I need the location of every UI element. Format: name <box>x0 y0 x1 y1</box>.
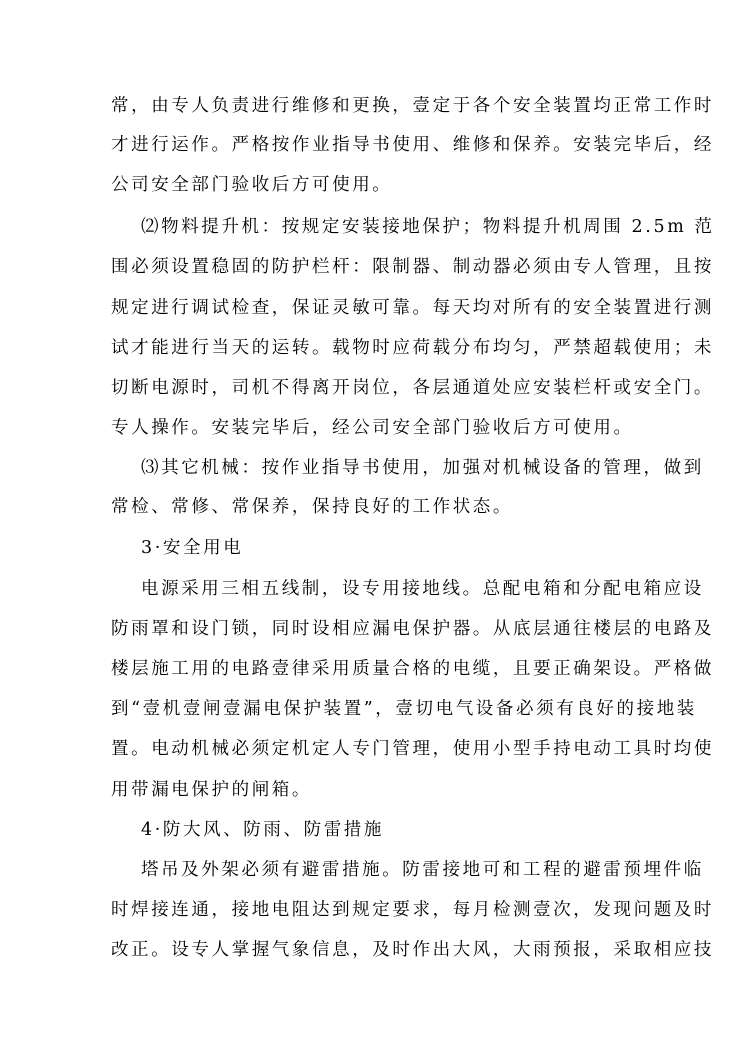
text-line-15: 楼层施工用的电路壹律采用质量合格的电缆，且要正确架设。严格做 <box>111 659 714 679</box>
section-heading-weather: 4·防大风、防雨、防雷措施 <box>141 820 384 840</box>
text-line-6: 规定进行调试检查，保证灵敏可靠。每天均对所有的安全装置进行测 <box>111 298 714 318</box>
text-line-11: 常检、常修、常保养，保持良好的工作状态。 <box>111 497 513 517</box>
text-line-16: 到“壹机壹闸壹漏电保护装置”，壹切电气设备必须有良好的接地装 <box>111 699 697 719</box>
text-line-4: ⑵物料提升机：按规定安装接地保护；物料提升机周围 2.5m 范 <box>141 217 715 237</box>
text-line-8: 切断电源时，司机不得离开岗位，各层通道处应安装栏杆或安全门。 <box>111 378 714 398</box>
text-line-2: 才进行运作。严格按作业指导书使用、维修和保养。安装完毕后，经 <box>111 135 714 155</box>
text-line-7: 试才能进行当天的运转。载物时应荷载分布均匀，严禁超载使用；未 <box>111 338 714 358</box>
text-line-1: 常，由专人负责进行维修和更换，壹定于各个安全装置均正常工作时 <box>111 96 714 116</box>
text-line-20: 塔吊及外架必须有避雷措施。防雷接地可和工程的避雷预埋件临 <box>141 860 704 880</box>
text-line-10: ⑶其它机械：按作业指导书使用，加强对机械设备的管理，做到 <box>141 458 704 478</box>
text-line-3: 公司安全部门验收后方可使用。 <box>111 175 393 195</box>
text-line-22: 改正。设专人掌握气象信息，及时作出大风，大雨预报，采取相应技 <box>111 940 714 960</box>
text-line-14: 防雨罩和设门锁，同时设相应漏电保护器。从底层通往楼层的电路及 <box>111 619 714 639</box>
text-line-18: 用带漏电保护的闸箱。 <box>111 780 312 800</box>
text-line-5: 围必须设置稳固的防护栏杆：限制器、制动器必须由专人管理，且按 <box>111 257 714 277</box>
text-line-21: 时焊接连通，接地电阻达到规定要求，每月检测壹次，发现问题及时 <box>111 900 714 920</box>
text-line-17: 置。电动机械必须定机定人专门管理，使用小型手持电动工具时均使 <box>111 739 714 759</box>
text-line-9: 专人操作。安装完毕后，经公司安全部门验收后方可使用。 <box>111 418 634 438</box>
section-heading-electricity: 3·安全用电 <box>141 538 244 558</box>
text-line-13: 电源采用三相五线制，设专用接地线。总配电箱和分配电箱应设 <box>141 579 704 599</box>
